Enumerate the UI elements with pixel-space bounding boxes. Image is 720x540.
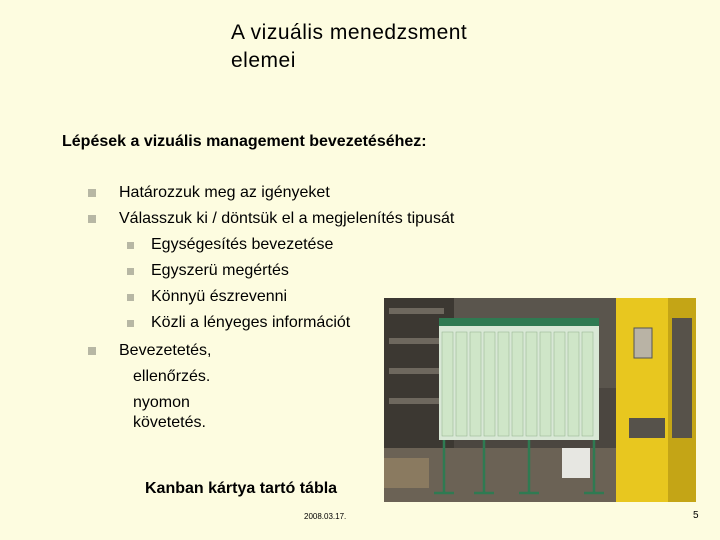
bullet-marker-icon bbox=[88, 347, 96, 355]
sub-bullet-item bbox=[151, 313, 350, 333]
kanban-board-photo bbox=[384, 298, 696, 502]
bullet-continuation: nyomon követetés. bbox=[133, 394, 206, 431]
footer-date: 2008.03.17. bbox=[304, 512, 347, 521]
bullet-text: Egységesítés bevezetése bbox=[151, 236, 334, 253]
sub-bullet-item bbox=[151, 287, 287, 307]
section-subtitle: Lépések a vizuális management bevezetéséhez: bbox=[62, 133, 427, 150]
bullet-text: Könnyü észrevenni bbox=[151, 288, 288, 305]
bullet-marker-icon bbox=[127, 294, 134, 301]
sub-bullet-item bbox=[151, 235, 333, 255]
bullet-marker-icon bbox=[127, 242, 134, 249]
page-number: 5 bbox=[693, 510, 699, 521]
bullet-item bbox=[119, 183, 330, 203]
bullet-continuation: ellenőrzés. bbox=[133, 368, 211, 385]
bullet-marker-icon bbox=[127, 268, 134, 275]
sub-bullet-item bbox=[151, 261, 289, 281]
bullet-text: Válasszuk ki / döntsük el a megjelenítés tipusát bbox=[119, 210, 455, 227]
bullet-text: Egyszerü megértés bbox=[151, 262, 289, 279]
photo-caption: Kanban kártya tartó tábla bbox=[145, 480, 338, 497]
title-line-2: elemei bbox=[231, 49, 296, 72]
bullet-item bbox=[119, 209, 454, 229]
slide-title bbox=[231, 19, 467, 75]
title-line-1: A vizuális menedzsment bbox=[231, 21, 468, 44]
bullet-marker-icon bbox=[127, 320, 134, 327]
bullet-text: Határozzuk meg az igényeket bbox=[119, 184, 330, 201]
bullet-item bbox=[119, 341, 212, 361]
bullet-text: Bevezetetés, bbox=[119, 342, 212, 359]
bullet-marker-icon bbox=[88, 215, 96, 223]
bullet-marker-icon bbox=[88, 189, 96, 197]
bullet-text: Közli a lényeges információt bbox=[151, 314, 351, 331]
